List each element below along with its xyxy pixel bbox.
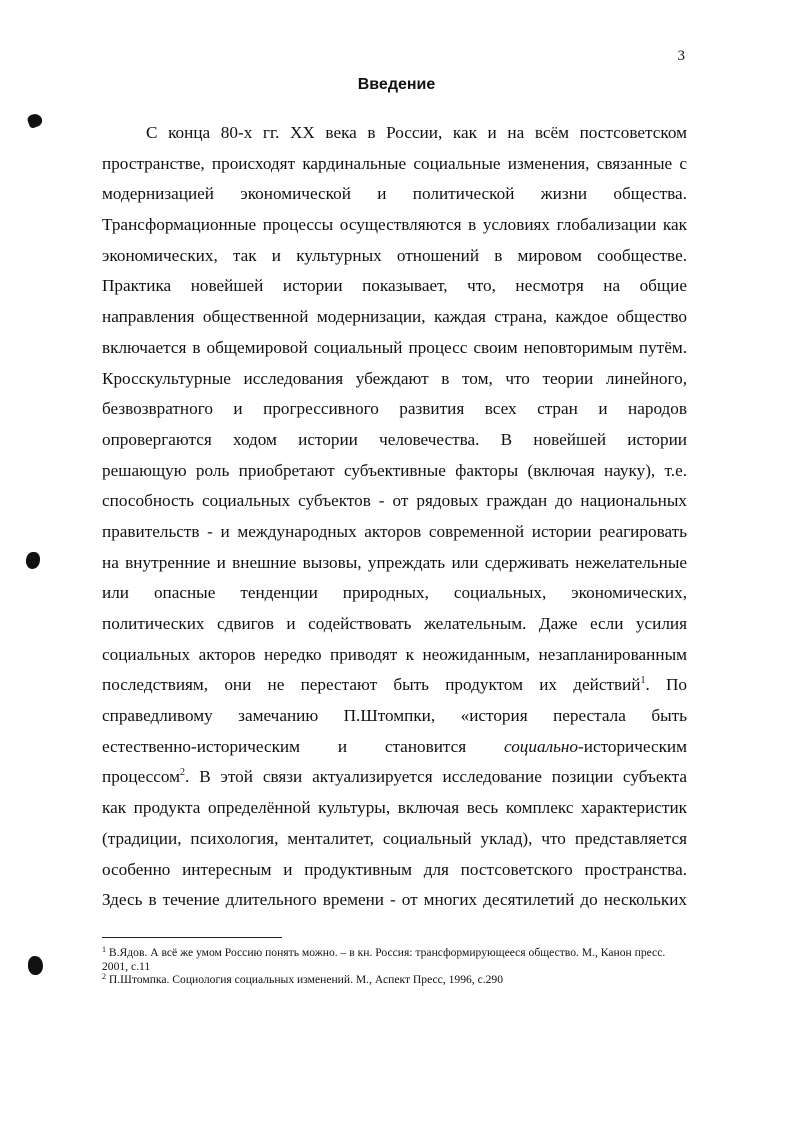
text-line: С конца 80-х гг. XX века в России, как и на всём постсоветском: [146, 123, 687, 142]
text-line: решающую роль приобретают субъективные факторы (включая науку), т.е.: [102, 460, 687, 480]
text-line: направления общественной модернизации, каждая страна, каждое общество: [102, 307, 687, 327]
text-line: на внутренние и внешние вызовы, упреждать или сдерживать нежелательные: [102, 552, 687, 572]
text-line: включается в общемировой социальный процесс своим неповторимым путём.: [102, 337, 687, 357]
text-line: как продукта определённой культуры, включая весь комплекс характеристик: [102, 798, 687, 818]
footnote-text: П.Штомпка. Социология социальных изменений. М., Аспект Пресс, 1996, с.290: [106, 973, 504, 986]
footnote-ref-1: 1: [640, 675, 646, 687]
italic-word: социально: [504, 736, 579, 756]
text-line: социальных акторов нередко приводят к неожиданным, незапланированным: [102, 644, 687, 664]
binding-hole-mark: [26, 112, 44, 129]
text-line: экономических, так и культурных отношений в мировом сообществе.: [102, 245, 687, 265]
text-line-with-footnote-ref: [102, 670, 687, 701]
text-segment: . По: [645, 675, 687, 695]
text-line: или опасные тенденции природных, социальных, экономических,: [102, 583, 687, 603]
footnote-ref-2: 2: [180, 767, 186, 779]
page-number: 3: [677, 48, 685, 64]
text-line: пространстве, происходят кардинальные социальные изменения, связанные с: [102, 153, 687, 173]
footnotes: [102, 946, 687, 987]
text-segment: последствиям, они не перестают быть продуктом их действий: [102, 675, 641, 695]
footnote-1: [102, 946, 687, 973]
text-line-with-italic: [102, 732, 687, 763]
text-line: опровергаются ходом истории человечества. В новейшей истории: [102, 429, 687, 449]
text-segment: [504, 737, 687, 756]
footnote-2: [102, 973, 687, 987]
text-line: Здесь в течение длительного времени - от многих десятилетий до нескольких: [102, 890, 687, 910]
text-line: политических сдвигов и содействовать желательным. Даже если усилия: [102, 614, 687, 633]
text-line: Кросскультурные исследования убеждают в том, что теории линейного,: [102, 368, 687, 388]
footnote-text: В.Ядов. А всё же умом Россию понять можно. – в кн. Россия: трансформирующееся общество. М., Канон пресс. 2001, с.11: [102, 946, 666, 973]
page-title: Введение: [357, 76, 436, 93]
footnote-mark: 1: [102, 945, 106, 954]
body-text: [102, 118, 687, 916]
text-line: правительств - и международных акторов современной истории реагировать: [102, 521, 687, 541]
text-line: модернизацией экономической и политической жизни общества.: [102, 184, 687, 204]
text-line: Трансформационные процессы осуществляются в условиях глобализации как: [102, 215, 687, 235]
text-segment: . В этой связи актуализируется исследование позиции субъекта: [185, 767, 687, 787]
text-segment: процессом: [102, 767, 181, 787]
text-line: способность социальных субъектов - от рядовых граждан до национальных: [102, 491, 687, 511]
text-segment: естественно-историческим и становится: [102, 736, 467, 756]
text-line: Практика новейшей истории показывает, что, несмотря на общие: [102, 276, 687, 296]
text-line: справедливому замечанию П.Штомпки, «история перестала быть: [102, 706, 687, 726]
text-line: особенно интересным и продуктивным для постсоветского пространства.: [102, 859, 687, 879]
text-segment: -историческим: [578, 736, 688, 756]
text-line: (традиции, психология, менталитет, социальный уклад), что представляется: [102, 828, 687, 848]
binding-hole-mark: [26, 552, 40, 569]
footnote-mark: 2: [102, 972, 106, 981]
footnote-divider: [102, 937, 282, 938]
text-line: безвозвратного и прогрессивного развития всех стран и народов: [102, 399, 687, 419]
text-line-with-footnote-ref: [102, 762, 687, 793]
binding-hole-mark: [28, 956, 43, 975]
